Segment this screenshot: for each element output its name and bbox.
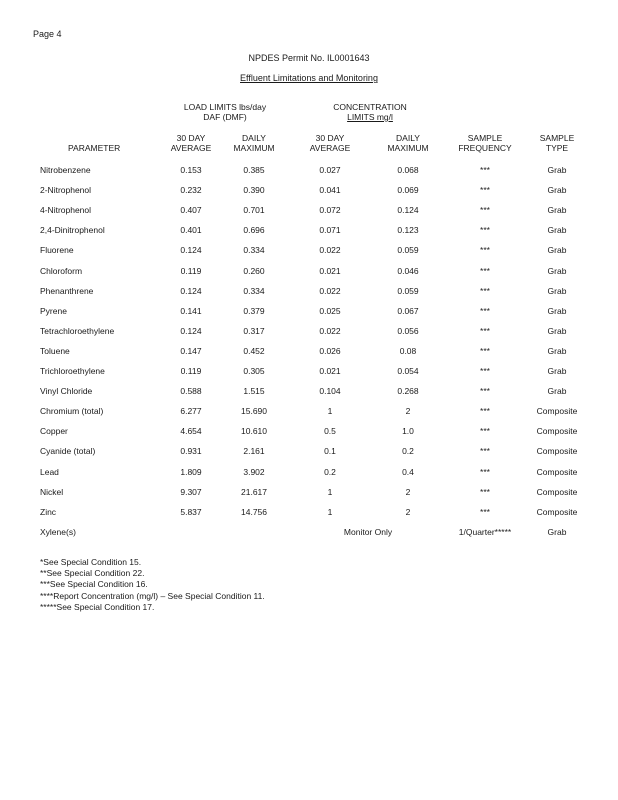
cell-conc-30day-average: 1 [327, 406, 333, 417]
cell-load-30day-average: 0.141 [180, 305, 202, 316]
cell-conc-daily-maximum: 0.046 [397, 265, 419, 276]
cell-parameter: 2,4-Dinitrophenol [40, 225, 105, 236]
cell-conc-daily-maximum: 1.0 [402, 426, 414, 437]
cell-load-daily-maximum: 0.696 [243, 225, 265, 236]
header-load-daily-maximum [224, 133, 284, 153]
cell-conc-30day-average: 0.5 [324, 426, 336, 437]
cell-conc-30day-average: 0.021 [319, 265, 341, 276]
header-line: AVERAGE [309, 143, 351, 153]
cell-parameter: Pyrene [40, 305, 67, 316]
cell-sample-type: Grab [547, 245, 567, 256]
table-row [0, 185, 618, 199]
cell-parameter: Nitrobenzene [40, 165, 91, 175]
cell-load-30day-average: 0.407 [180, 205, 202, 216]
cell-sample-frequency: *** [480, 325, 490, 336]
cell-conc-daily-maximum: 0.059 [397, 285, 419, 296]
cell-parameter: Chloroform [40, 265, 83, 276]
cell-load-daily-maximum: 21.617 [241, 486, 267, 497]
cell-parameter: 2-Nitrophenol [40, 185, 92, 196]
cell-conc-30day-average: 0.071 [319, 225, 341, 236]
header-line: SAMPLE [539, 133, 575, 143]
table-row [0, 507, 618, 521]
cell-parameter: Lead [40, 466, 59, 477]
cell-sample-frequency: *** [480, 506, 490, 517]
table-row [0, 467, 618, 481]
cell-load-daily-maximum: 0.334 [243, 245, 265, 256]
table-row [0, 205, 618, 219]
cell-parameter: Cyanide (total) [40, 446, 96, 457]
table-row [0, 165, 618, 179]
cell-parameter: Vinyl Chloride [40, 386, 93, 397]
cell-sample-type: Grab [547, 265, 567, 276]
cell-sample-type: Grab [547, 386, 567, 397]
cell-conc-30day-average: 0.1 [324, 446, 336, 457]
header-conc-30day-average [300, 133, 360, 153]
cell-conc-30day-average: 0.041 [319, 185, 341, 196]
header-sample-frequency [455, 133, 515, 153]
cell-sample-type: Composite [536, 506, 578, 517]
cell-parameter: Toluene [40, 345, 70, 356]
cell-load-daily-maximum: 15.690 [241, 406, 267, 417]
load-limits-subtitle: DAF (DMF) [203, 112, 247, 122]
cell-load-daily-maximum: 0.701 [243, 205, 265, 216]
cell-parameter: Fluorene [40, 245, 74, 256]
cell-conc-daily-maximum: 0.054 [397, 366, 419, 376]
cell-parameter: Zinc [40, 506, 57, 517]
cell-sample-type: Composite [536, 406, 578, 417]
cell-sample-frequency: *** [480, 466, 490, 477]
table-row [0, 487, 618, 501]
cell-conc-30day-average: 1 [327, 486, 333, 497]
cell-conc-daily-maximum: 0.123 [397, 225, 419, 236]
page-label: Page 4 [33, 29, 62, 39]
header-line: DAILY [242, 133, 266, 143]
cell-load-daily-maximum: 2.161 [243, 446, 265, 457]
cell-conc-daily-maximum: 2 [405, 486, 411, 497]
cell-parameter: Trichloroethylene [40, 366, 105, 376]
cell-conc-30day-average: 0.022 [319, 285, 341, 296]
header-line: AVERAGE [170, 143, 212, 153]
cell-sample-frequency: *** [480, 205, 490, 216]
cell-load-daily-maximum: 0.334 [243, 285, 265, 296]
header-line: DAILY [396, 133, 420, 143]
load-limits-title: LOAD LIMITS lbs/day [183, 102, 267, 112]
cell-load-30day-average: 6.277 [180, 406, 202, 417]
cell-sample-frequency: *** [480, 486, 490, 497]
table-row [0, 225, 618, 239]
cell-sample-type: Grab [547, 185, 567, 196]
footnote: ****Report Concentration (mg/l) – See Special Condition 11. [40, 590, 265, 601]
cell-sample-type: Grab [547, 527, 567, 537]
cell-sample-frequency: *** [480, 366, 490, 376]
cell-sample-frequency: *** [480, 285, 490, 296]
table-row [0, 306, 618, 320]
cell-sample-frequency: *** [480, 185, 490, 196]
cell-load-30day-average: 0.119 [180, 265, 202, 276]
table-row [0, 245, 618, 259]
section-title: Effluent Limitations and Monitoring [240, 73, 378, 83]
cell-sample-type: Grab [547, 165, 567, 175]
header-line: SAMPLE [467, 133, 503, 143]
cell-conc-daily-maximum: 0.2 [402, 446, 414, 457]
table-row [0, 366, 618, 380]
cell-sample-type: Composite [536, 446, 578, 457]
cell-sample-type: Grab [547, 366, 567, 376]
cell-parameter: Tetrachloroethylene [40, 325, 115, 336]
table-row [0, 286, 618, 300]
table-row [0, 426, 618, 440]
cell-load-30day-average: 0.232 [180, 185, 202, 196]
cell-sample-type: Grab [547, 205, 567, 216]
table-row [0, 446, 618, 460]
cell-sample-frequency: *** [480, 345, 490, 356]
footnote: ***See Special Condition 16. [40, 579, 148, 590]
cell-load-30day-average: 0.931 [180, 446, 202, 457]
cell-conc-daily-maximum: 0.08 [399, 345, 417, 356]
cell-load-daily-maximum: 0.390 [243, 185, 265, 196]
table-row [0, 346, 618, 360]
cell-conc-30day-average: 0.021 [319, 366, 341, 376]
cell-load-30day-average: 0.119 [180, 366, 202, 376]
cell-conc-daily-maximum: 0.268 [397, 386, 419, 397]
cell-monitor-only: Monitor Only [343, 527, 393, 537]
cell-conc-30day-average: 0.072 [319, 205, 341, 216]
header-line: 30 DAY [315, 133, 345, 143]
table-row [0, 406, 618, 420]
cell-load-daily-maximum: 0.305 [243, 366, 265, 376]
concentration-group-header [310, 102, 430, 122]
cell-load-30day-average: 0.124 [180, 245, 202, 256]
cell-load-30day-average: 0.124 [180, 325, 202, 336]
cell-sample-frequency: *** [480, 165, 490, 175]
concentration-title: CONCENTRATION [333, 102, 407, 112]
footnotes [40, 557, 265, 613]
cell-load-30day-average: 0.124 [180, 285, 202, 296]
cell-parameter: Copper [40, 426, 68, 437]
cell-sample-type: Grab [547, 305, 567, 316]
footnote: *See Special Condition 15. [40, 557, 142, 567]
cell-conc-daily-maximum: 0.4 [402, 466, 414, 477]
concentration-units: LIMITS mg/l [347, 112, 393, 122]
cell-load-30day-average: 9.307 [180, 486, 202, 497]
cell-conc-daily-maximum: 0.068 [397, 165, 419, 175]
cell-conc-30day-average: 0.025 [319, 305, 341, 316]
cell-sample-frequency: *** [480, 406, 490, 417]
cell-load-30day-average: 5.837 [180, 506, 202, 517]
permit-number: NPDES Permit No. IL0001643 [248, 53, 370, 63]
cell-sample-frequency: *** [480, 446, 490, 457]
cell-load-30day-average: 0.147 [180, 345, 202, 356]
header-conc-daily-maximum [378, 133, 438, 153]
cell-conc-30day-average: 0.027 [319, 165, 341, 175]
cell-sample-type: Composite [536, 426, 578, 437]
cell-parameter: Phenanthrene [40, 285, 94, 296]
cell-sample-frequency: *** [480, 265, 490, 276]
header-load-30day-average [161, 133, 221, 153]
cell-parameter: Xylene(s) [40, 527, 76, 537]
cell-conc-daily-maximum: 0.056 [397, 325, 419, 336]
cell-conc-daily-maximum: 2 [405, 406, 411, 417]
cell-sample-type: Composite [536, 486, 578, 497]
cell-sample-type: Grab [547, 325, 567, 336]
cell-conc-daily-maximum: 0.059 [397, 245, 419, 256]
table-row [0, 326, 618, 340]
cell-parameter: 4-Nitrophenol [40, 205, 92, 216]
cell-load-30day-average: 4.654 [180, 426, 202, 437]
cell-load-daily-maximum: 0.379 [243, 305, 265, 316]
cell-load-30day-average: 0.401 [180, 225, 202, 236]
load-limits-group-header [160, 102, 290, 122]
table-row-xylene [0, 527, 618, 541]
header-line: MAXIMUM [387, 143, 429, 153]
header-line: TYPE [545, 143, 569, 153]
cell-conc-30day-average: 0.104 [319, 386, 341, 397]
cell-load-daily-maximum: 3.902 [243, 466, 265, 477]
footnote: *****See Special Condition 17. [40, 601, 155, 612]
cell-conc-30day-average: 0.022 [319, 325, 341, 336]
cell-load-30day-average: 0.153 [180, 165, 202, 175]
cell-sample-frequency: *** [480, 245, 490, 256]
cell-parameter: Nickel [40, 486, 64, 497]
table-row [0, 266, 618, 280]
cell-load-daily-maximum: 0.385 [243, 165, 265, 175]
header-line: FREQUENCY [458, 143, 512, 153]
cell-load-daily-maximum: 0.260 [243, 265, 265, 276]
cell-sample-type: Grab [547, 345, 567, 356]
cell-conc-30day-average: 0.022 [319, 245, 341, 256]
cell-sample-frequency: *** [480, 386, 490, 397]
cell-conc-daily-maximum: 0.124 [397, 205, 419, 216]
cell-load-daily-maximum: 1.515 [243, 386, 265, 397]
header-line: 30 DAY [176, 133, 206, 143]
table-row [0, 386, 618, 400]
cell-parameter: Chromium (total) [40, 406, 104, 417]
cell-conc-daily-maximum: 0.067 [397, 305, 419, 316]
cell-conc-30day-average: 1 [327, 506, 333, 517]
header-line: MAXIMUM [233, 143, 275, 153]
cell-sample-type: Grab [547, 225, 567, 236]
cell-conc-daily-maximum: 2 [405, 506, 411, 517]
cell-load-daily-maximum: 14.756 [241, 506, 267, 517]
cell-load-daily-maximum: 10.610 [241, 426, 267, 437]
cell-conc-daily-maximum: 0.069 [397, 185, 419, 196]
cell-load-30day-average: 0.588 [180, 386, 202, 397]
cell-load-daily-maximum: 0.317 [243, 325, 265, 336]
cell-sample-type: Composite [536, 466, 578, 477]
cell-sample-type: Grab [547, 285, 567, 296]
header-sample-type [527, 133, 587, 153]
header-parameter: PARAMETER [68, 143, 121, 153]
cell-sample-frequency: 1/Quarter***** [458, 527, 512, 537]
cell-conc-30day-average: 0.026 [319, 345, 341, 356]
cell-sample-frequency: *** [480, 426, 490, 437]
footnote: **See Special Condition 22. [40, 568, 145, 579]
cell-sample-frequency: *** [480, 225, 490, 236]
cell-conc-30day-average: 0.2 [324, 466, 336, 477]
cell-sample-frequency: *** [480, 305, 490, 316]
cell-load-daily-maximum: 0.452 [243, 345, 265, 356]
cell-load-30day-average: 1.809 [180, 466, 202, 477]
